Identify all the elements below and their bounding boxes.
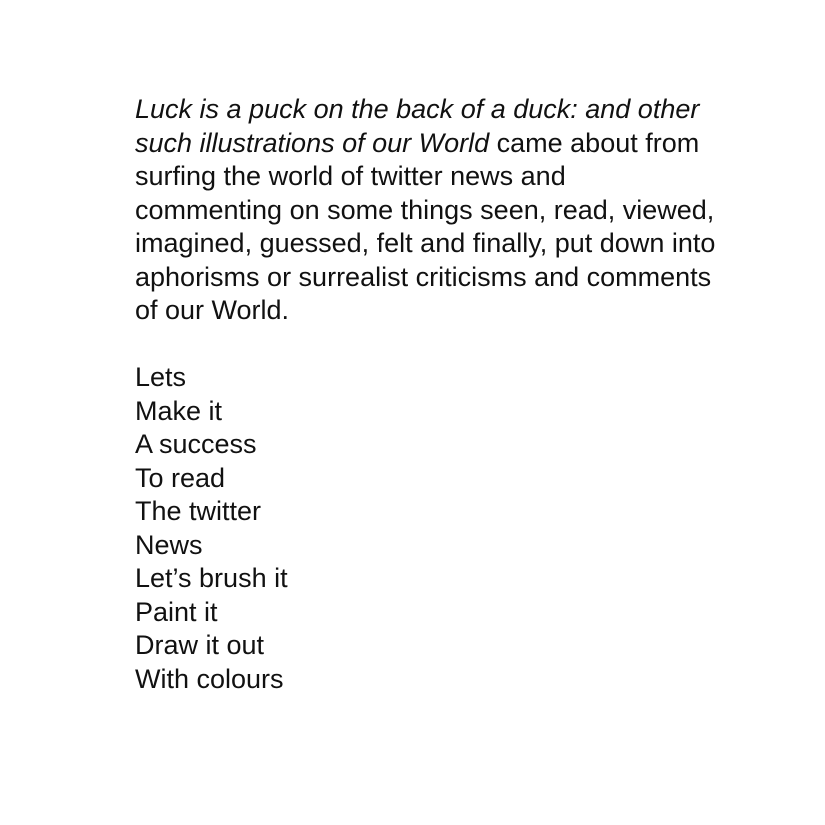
intro-line <box>135 194 785 228</box>
intro-line <box>135 160 785 194</box>
intro-line <box>135 261 785 295</box>
poem-line: A success <box>135 429 257 459</box>
book-title-italic: such illustrations of our World <box>135 127 490 158</box>
poem-line: News <box>135 529 203 560</box>
intro-text: of our World. <box>135 295 290 325</box>
poem-line: To read <box>135 462 226 493</box>
intro-text: surfing the world of twitter news and <box>135 161 566 191</box>
intro-text: aphorisms or surrealist criticisms and comments <box>135 261 712 292</box>
book-title-italic: Luck is a puck on the back of a duck: and other <box>135 94 700 124</box>
poem-line: With colours <box>135 663 284 694</box>
intro-line <box>135 93 785 127</box>
intro-text: imagined, guessed, felt and finally, put down into <box>135 228 716 258</box>
intro-paragraph <box>135 93 785 328</box>
intro-line <box>135 294 785 328</box>
intro-line <box>135 227 785 261</box>
poem-line: Lets <box>135 362 187 392</box>
poem-line: Draw it out <box>135 630 265 660</box>
poem-line: Make it <box>135 395 223 426</box>
poem-line: The twitter <box>135 496 262 526</box>
text-block <box>135 93 785 696</box>
paragraph-spacer <box>135 328 785 362</box>
intro-text: came about from <box>489 127 700 158</box>
intro-line <box>135 127 785 161</box>
intro-text: commenting on some things seen, read, viewed, <box>135 194 715 225</box>
poem <box>135 361 785 696</box>
poem-line: Let’s brush it <box>135 563 288 593</box>
poem-line: Paint it <box>135 596 218 627</box>
